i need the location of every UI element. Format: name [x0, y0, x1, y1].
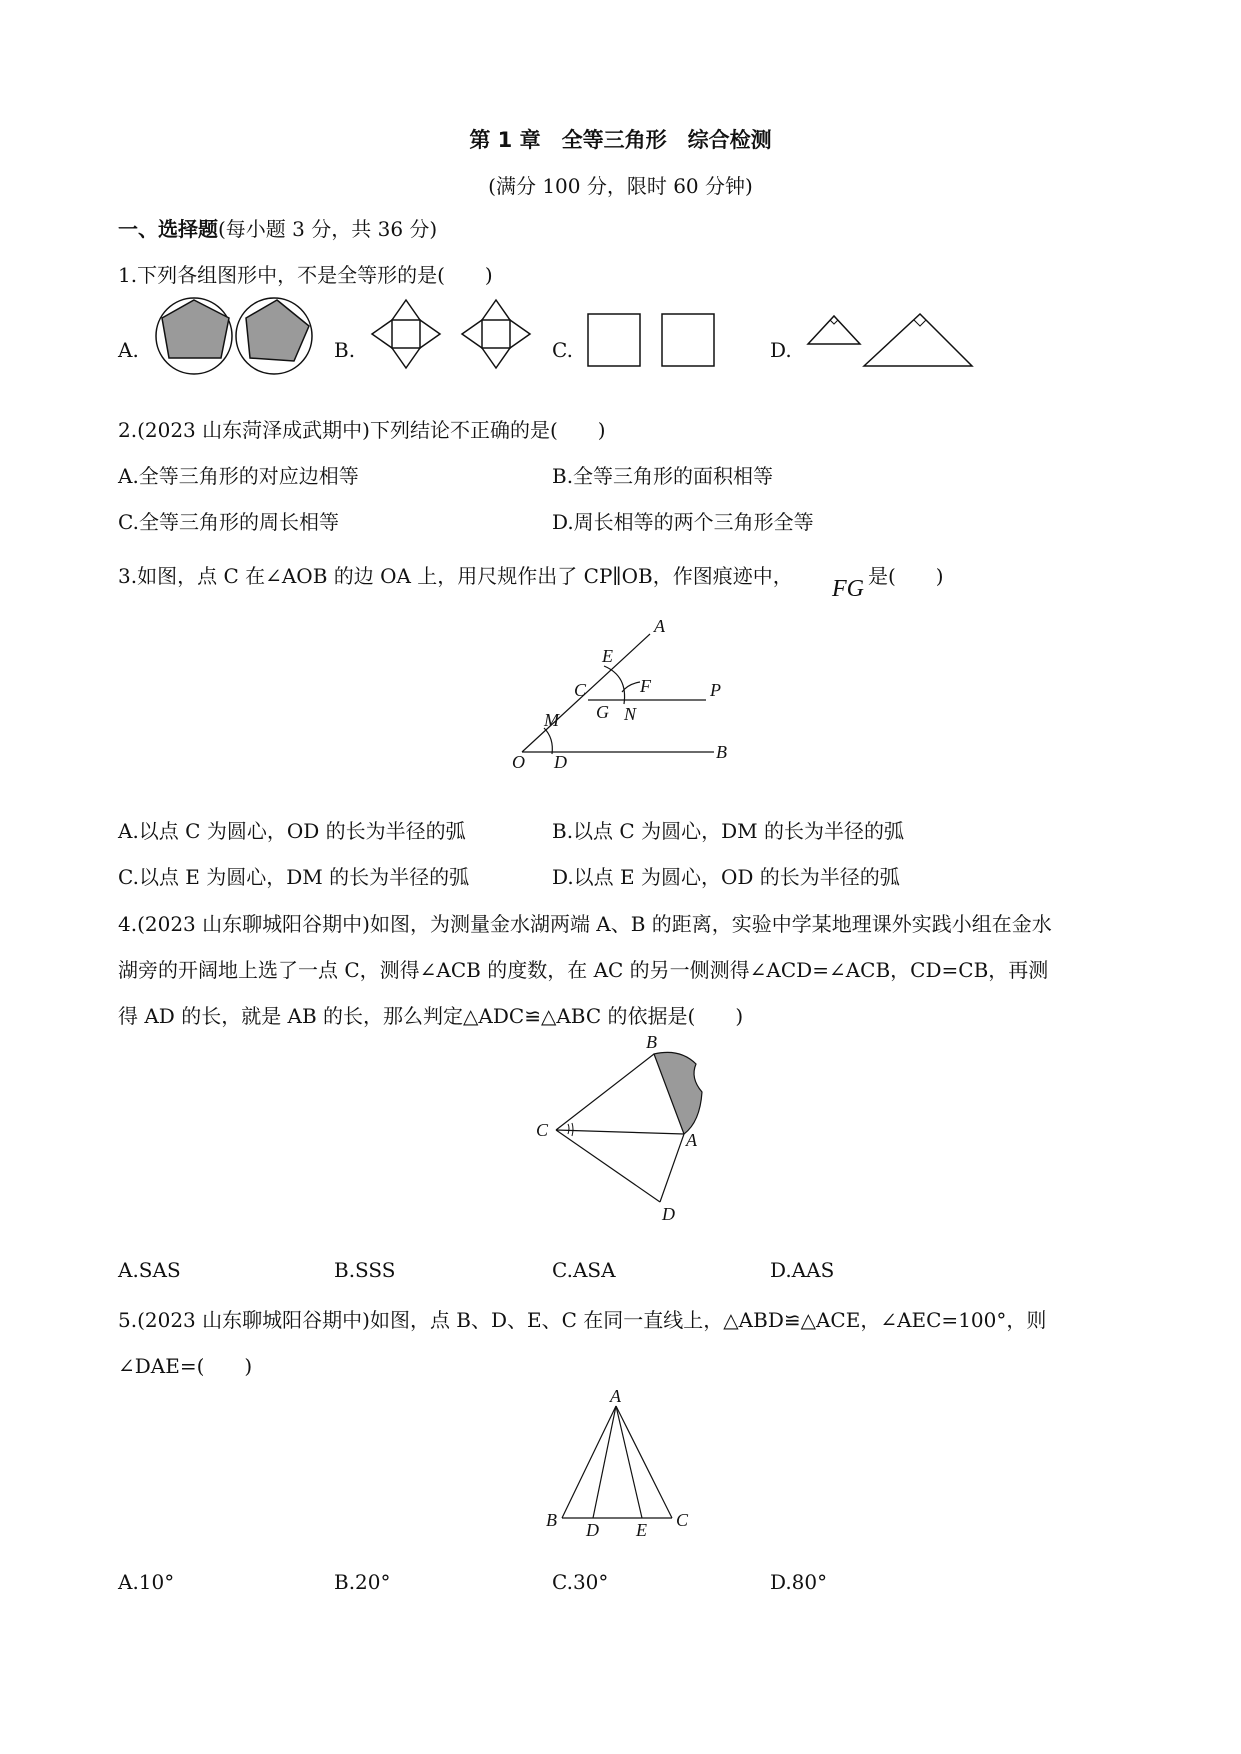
q3-label-d: D	[554, 752, 567, 772]
q5-stem-line1: 5.(2023 山东聊城阳谷期中)如图，点 B、D、E、C 在同一直线上，△ABD≌△ACE，∠AEC=100°，则	[118, 1308, 1047, 1332]
q3-option-c: C.以点 E 为圆心，DM 的长为半径的弧	[118, 865, 470, 889]
q5-label-c: C	[676, 1510, 689, 1530]
q4-figure	[520, 1030, 730, 1226]
q5-option-b: B.20°	[334, 1570, 391, 1594]
q3-label-p: P	[710, 680, 721, 700]
q1-option-a-label: A.	[118, 338, 139, 362]
q4-label-b: B	[646, 1032, 657, 1052]
page-title: 第 1 章 全等三角形 综合检测	[469, 128, 772, 152]
q1-option-b-label: B.	[334, 338, 356, 362]
q3-label-o: O	[512, 752, 525, 772]
q5-label-a: A	[610, 1386, 621, 1406]
q4-label-d: D	[662, 1204, 675, 1224]
q3-label-e: E	[602, 646, 613, 666]
q4-label-a: A	[686, 1130, 697, 1150]
q4-label-c: C	[536, 1120, 549, 1140]
q3-fg-symbol: FG	[832, 576, 864, 602]
q1-stem: 1.下列各组图形中，不是全等形的是( )	[118, 263, 493, 287]
q1-figure-c	[586, 312, 716, 368]
q3-stem-text: 3.如图，点 C 在∠AOB 的边 OA 上，用尺规作出了 CP∥OB，作图痕迹中，	[118, 564, 793, 588]
q2-option-a: A.全等三角形的对应边相等	[118, 464, 359, 488]
q5-option-c: C.30°	[552, 1570, 609, 1594]
q3-label-m: M	[544, 710, 559, 730]
q4-option-a: A.SAS	[118, 1258, 181, 1282]
section-heading	[118, 213, 437, 242]
q3-option-b: B.以点 C 为圆心，DM 的长为半径的弧	[552, 819, 904, 843]
q1-option-d-label: D.	[770, 338, 792, 362]
q3-label-a: A	[654, 616, 665, 636]
q3-option-a: A.以点 C 为圆心，OD 的长为半径的弧	[118, 819, 466, 843]
q5-label-b: B	[546, 1510, 557, 1530]
q3-option-d: D.以点 E 为圆心，OD 的长为半径的弧	[552, 865, 900, 889]
q2-option-c: C.全等三角形的周长相等	[118, 510, 339, 534]
q1-option-c-label: C.	[552, 338, 573, 362]
q3-stem	[118, 560, 793, 589]
q4-option-b: B.SSS	[334, 1258, 396, 1282]
q4-stem-line2: 湖旁的开阔地上选了一点 C，测得∠ACB 的度数，在 AC 的另一侧测得∠ACD=∠ACB，CD=CB，再测	[118, 958, 1049, 982]
q2-option-d: D.周长相等的两个三角形全等	[552, 510, 814, 534]
q1-figure-a	[154, 296, 316, 376]
q4-stem-line3: 得 AD 的长，就是 AB 的长，那么判定△ADC≌△ABC 的依据是( )	[118, 1004, 744, 1028]
q1-figure-d	[804, 312, 976, 370]
q4-stem-line1: 4.(2023 山东聊城阳谷期中)如图，为测量金水湖两端 A、B 的距离，实验中学某地理课外实践小组在金水	[118, 912, 1052, 936]
q3-label-c: C	[574, 680, 587, 700]
q5-label-d: D	[586, 1520, 599, 1540]
q4-option-c: C.ASA	[552, 1258, 616, 1282]
section-heading-bold: 一、选择题	[118, 217, 218, 241]
q1-figure-b	[370, 298, 530, 370]
q5-stem-line2: ∠DAE=( )	[118, 1354, 253, 1378]
q3-label-n: N	[624, 704, 637, 724]
q2-stem: 2.(2023 山东菏泽成武期中)下列结论不正确的是( )	[118, 418, 606, 442]
q3-label-b: B	[716, 742, 727, 762]
q3-label-f: F	[640, 676, 651, 696]
page-subtitle: (满分 100 分，限时 60 分钟)	[488, 174, 753, 198]
q5-figure	[540, 1386, 700, 1540]
q5-option-a: A.10°	[118, 1570, 175, 1594]
q3-stem-end: 是( )	[868, 564, 944, 588]
q5-option-d: D.80°	[770, 1570, 828, 1594]
q2-option-b: B.全等三角形的面积相等	[552, 464, 774, 488]
q3-label-g: G	[596, 702, 609, 722]
section-heading-note: (每小题 3 分，共 36 分)	[218, 217, 438, 241]
q5-label-e: E	[636, 1520, 647, 1540]
q4-option-d: D.AAS	[770, 1258, 835, 1282]
q3-figure	[500, 616, 740, 772]
